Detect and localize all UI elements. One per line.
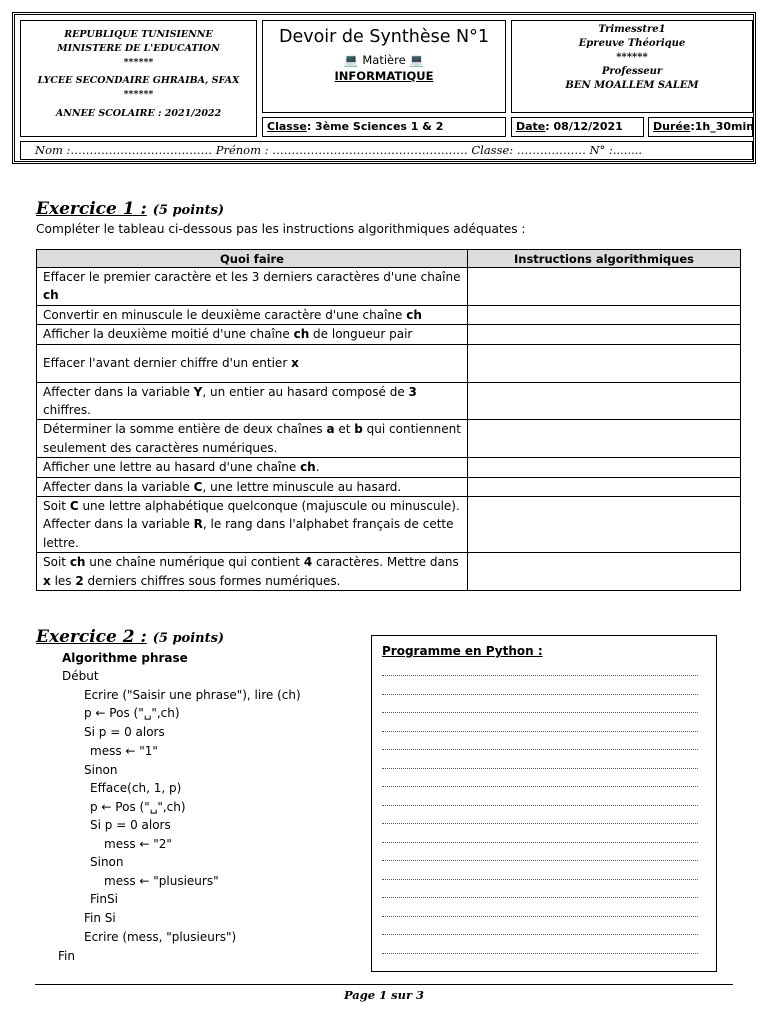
answer-cell[interactable] xyxy=(468,477,741,496)
algo-line: Efface(ch, 1, p) xyxy=(90,781,182,795)
ex2-points: (5 points) xyxy=(152,631,225,646)
answer-line[interactable] xyxy=(382,934,698,935)
task-cell: Afficher une lettre au hasard d'une chaîne ch. xyxy=(37,458,468,477)
date-box xyxy=(511,117,644,137)
algo-line: Ecrire ("Saisir une phrase"), lire (ch) xyxy=(84,688,301,702)
ex1-heading: Exercice 1 : xyxy=(36,199,147,219)
algo-line: Fin Si xyxy=(84,911,116,925)
answer-line[interactable] xyxy=(382,749,698,750)
task-cell: Convertir en minuscule le deuxième caractère d'une chaîne ch xyxy=(37,305,468,324)
answer-cell[interactable] xyxy=(468,344,741,382)
answer-line[interactable] xyxy=(382,860,698,861)
task-cell: Affecter dans la variable C, une lettre minuscule au hasard. xyxy=(37,477,468,496)
table-row xyxy=(37,420,741,458)
exam-title-box xyxy=(262,20,506,113)
algo-line: Début xyxy=(62,669,99,683)
algo-line: Si p = 0 alors xyxy=(90,818,171,832)
task-cell: Afficher la deuxième moitié d'une chaîne ch de longueur pair xyxy=(37,325,468,344)
answer-line[interactable] xyxy=(382,694,698,695)
python-title: Programme en Python : xyxy=(382,644,543,658)
exam-meta xyxy=(511,20,753,113)
table-row xyxy=(37,325,741,344)
answer-cell[interactable] xyxy=(468,382,741,420)
algo-line: Sinon xyxy=(90,855,124,869)
task-cell: Effacer l'avant dernier chiffre d'un entier x xyxy=(37,344,468,382)
school-year: ANNEE SCOLAIRE : 2021/2022 xyxy=(55,108,222,119)
stars-1: ****** xyxy=(123,57,154,68)
stars-3: ****** xyxy=(616,52,648,63)
ministry-line: MINISTERE DE L'EDUCATION xyxy=(57,43,220,54)
classe-box xyxy=(262,117,506,137)
answer-cell[interactable] xyxy=(468,420,741,458)
ex2-title xyxy=(36,627,224,647)
ex1-title xyxy=(36,199,224,219)
answer-line[interactable] xyxy=(382,712,698,713)
table-row xyxy=(37,553,741,591)
table-row xyxy=(37,477,741,496)
answer-line[interactable] xyxy=(382,805,698,806)
task-cell: Soit ch une chaîne numérique qui contient 4 caractères. Mettre dans x les 2 derniers chiffres sous formes numériques. xyxy=(37,553,468,591)
table-row xyxy=(37,268,741,306)
classe-label: Classe xyxy=(267,120,307,133)
answer-line[interactable] xyxy=(382,879,698,880)
algo-line: Fin xyxy=(58,949,75,963)
algo-line: FinSi xyxy=(90,892,118,906)
algo-line: mess ← "plusieurs" xyxy=(104,874,219,888)
matiere-row xyxy=(263,53,505,67)
task-cell: Effacer le premier caractère et les 3 derniers caractères d'une chaîne ch xyxy=(37,268,468,306)
answer-line[interactable] xyxy=(382,675,698,676)
laptop-icon: 💻 xyxy=(343,53,359,67)
duree-value: :1h_30min xyxy=(690,120,755,133)
answer-line[interactable] xyxy=(382,953,698,954)
task-cell: Soit C une lettre alphabétique quelconque (majuscule ou minuscule). Affecter dans la variable R, le rang dans l'alphabet français de cette lettre. xyxy=(37,497,468,553)
ex1-instruction: Compléter le tableau ci-dessous pas les instructions algorithmiques adéquates : xyxy=(36,222,526,236)
task-cell: Déterminer la somme entière de deux chaînes a et b qui contiennent seulement des caractères numériques. xyxy=(37,420,468,458)
algo-line: p ← Pos ("␣",ch) xyxy=(90,800,186,814)
table-row xyxy=(37,382,741,420)
col-quoi-faire: Quoi faire xyxy=(37,250,468,268)
answer-line[interactable] xyxy=(382,897,698,898)
laptop-icon: 💻 xyxy=(409,53,425,67)
answer-line[interactable] xyxy=(382,842,698,843)
answer-cell[interactable] xyxy=(468,268,741,306)
answer-line[interactable] xyxy=(382,731,698,732)
answer-line[interactable] xyxy=(382,786,698,787)
algo-line: mess ← "2" xyxy=(104,837,172,851)
table-row xyxy=(37,344,741,382)
answer-cell[interactable] xyxy=(468,325,741,344)
col-instructions: Instructions algorithmiques xyxy=(468,250,741,268)
ex1-points: (5 points) xyxy=(152,203,225,218)
school-info xyxy=(20,20,257,137)
python-answer-box[interactable] xyxy=(371,635,717,972)
student-info-row[interactable]: Nom :………………….…………… Prénom : …………………………………………… Classe: ……………… N° :........ xyxy=(20,141,753,160)
answer-cell[interactable] xyxy=(468,497,741,553)
answer-cell[interactable] xyxy=(468,553,741,591)
republic-line: REPUBLIQUE TUNISIENNE xyxy=(64,29,213,40)
exam-header xyxy=(12,12,756,164)
algo-line: mess ← "1" xyxy=(90,744,158,758)
date-value: : 08/12/2021 xyxy=(545,120,623,133)
ex2-heading: Exercice 2 : xyxy=(36,627,147,647)
stars-2: ****** xyxy=(123,89,154,100)
professor-name: BEN MOALLEM SALEM xyxy=(565,80,699,91)
subject-name: INFORMATIQUE xyxy=(334,69,434,83)
answer-cell[interactable] xyxy=(468,458,741,477)
table-row xyxy=(37,305,741,324)
professor-label: Professeur xyxy=(601,66,663,77)
answer-cell[interactable] xyxy=(468,305,741,324)
ex1-table xyxy=(36,249,741,591)
answer-line[interactable] xyxy=(382,823,698,824)
epreuve: Epreuve Théorique xyxy=(578,38,686,49)
table-row xyxy=(37,497,741,553)
duree-box xyxy=(648,117,753,137)
algo-line: Ecrire (mess, "plusieurs") xyxy=(84,930,237,944)
trimester: Trimesstre1 xyxy=(598,24,666,35)
date-label: Date xyxy=(516,120,546,133)
algo-line: Sinon xyxy=(84,763,118,777)
answer-line[interactable] xyxy=(382,768,698,769)
task-cell: Affecter dans la variable Y, un entier au hasard composé de 3 chiffres. xyxy=(37,382,468,420)
answer-line[interactable] xyxy=(382,916,698,917)
classe-value: : 3ème Sciences 1 & 2 xyxy=(306,120,444,133)
footer-divider xyxy=(35,984,733,985)
algo-line: Si p = 0 alors xyxy=(84,725,165,739)
school-name: LYCEE SECONDAIRE GHRAIBA, SFAX xyxy=(37,75,240,86)
algo-line: p ← Pos ("␣",ch) xyxy=(84,706,180,720)
page-number: Page 1 sur 3 xyxy=(343,988,425,1002)
duree-label: Durée xyxy=(653,120,691,133)
exam-title: Devoir de Synthèse N°1 xyxy=(278,27,490,47)
matiere-label: Matière xyxy=(362,53,406,67)
table-row xyxy=(37,458,741,477)
algo-line: Algorithme phrase xyxy=(62,651,188,665)
